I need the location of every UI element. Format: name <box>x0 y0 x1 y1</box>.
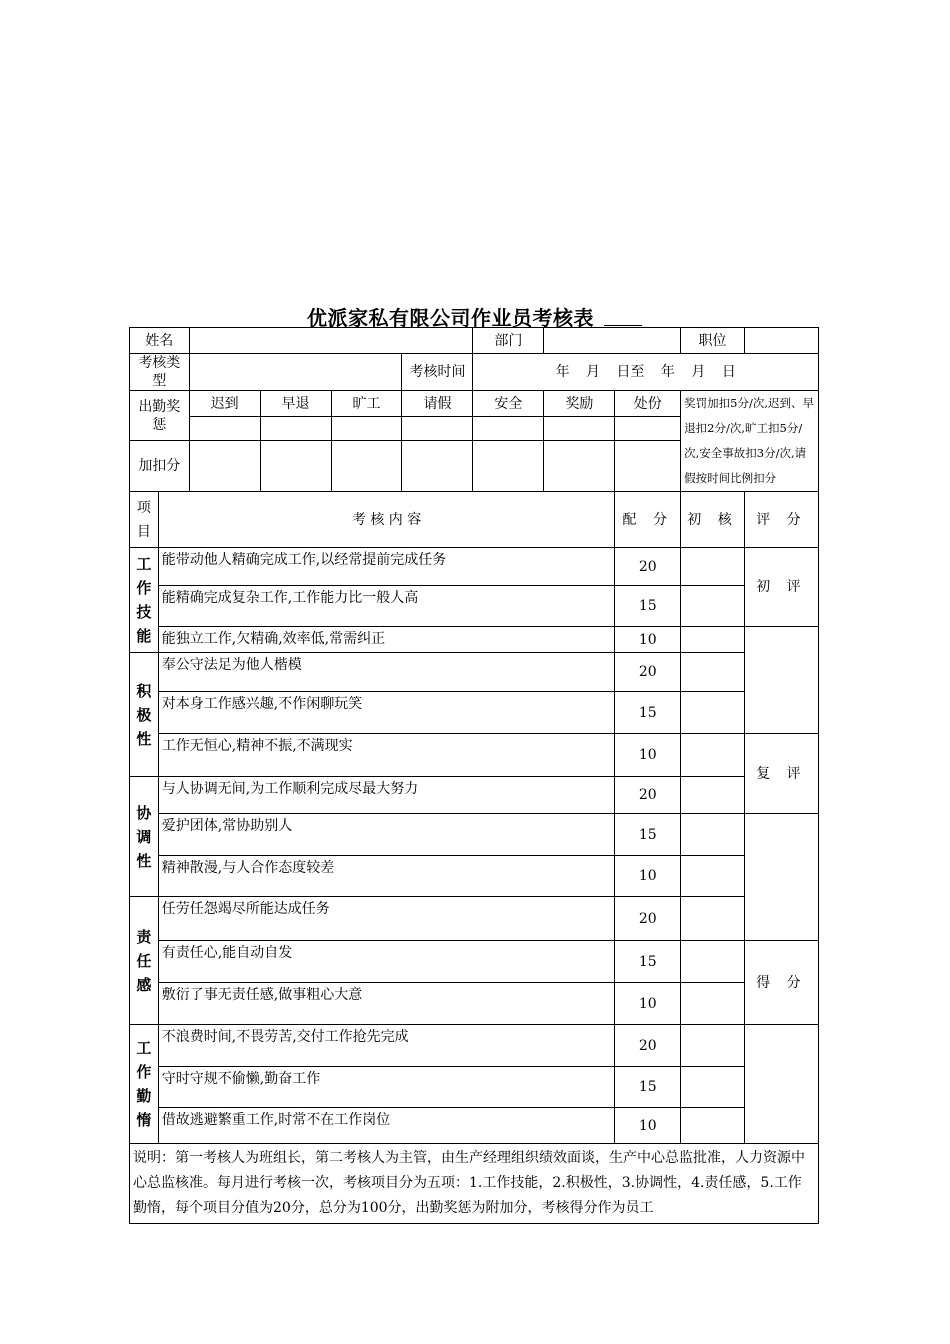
criterion-score: 15 <box>615 586 681 627</box>
first-eval-label: 初 评 <box>744 548 818 627</box>
attendance-col-leave: 请假 <box>402 391 473 417</box>
criterion-score: 15 <box>615 814 681 856</box>
name-label: 姓名 <box>130 328 190 354</box>
head-score: 配 分 <box>615 492 681 548</box>
criterion-score: 20 <box>615 897 681 941</box>
criterion-score: 10 <box>615 983 681 1025</box>
criterion-text: 借故逃避繁重工作,时常不在工作岗位 <box>158 1108 615 1144</box>
time-value[interactable]: 年 月 日至 年 月 日 <box>473 354 819 391</box>
attendance-rule: 奖罚加扣5分/次,迟到、早退扣2分/次,旷工扣5分/次,安全事故扣3分/次,请假按时间比例扣分 <box>681 391 819 492</box>
first-review-cell[interactable] <box>681 548 745 586</box>
attendance-label: 出勤奖惩 <box>130 391 190 441</box>
first-review-cell[interactable] <box>681 1067 745 1108</box>
criterion-text: 能带动他人精确完成工作,以经常提前完成任务 <box>158 548 615 586</box>
page-title: 优派家私有限公司作业员考核表 <box>307 306 594 330</box>
head-content: 考 核 内 容 <box>158 492 615 548</box>
criterion-text: 与人协调无间,为工作顺利完成尽最大努力 <box>158 777 615 814</box>
criterion-score: 10 <box>615 1108 681 1144</box>
attendance-cell[interactable] <box>402 417 473 441</box>
criterion-text: 敷衍了事无责任感,做事粗心大意 <box>158 983 615 1025</box>
type-field[interactable] <box>189 354 402 391</box>
first-eval-score-cell[interactable] <box>744 627 818 734</box>
attendance-col-reward: 奖励 <box>544 391 615 417</box>
title-underline <box>604 325 642 326</box>
first-review-cell[interactable] <box>681 653 745 692</box>
note-text: 说明：第一考核人为班组长，第二考核人为主管，由生产经理组织绩效面谈，生产中心总监批准，人力资源中心总监核准。每月进行考核一次，考核项目分为五项：1.工作技能，2.积极性，3.协调性，4.责任感，5.工作勤惰，每个项目分值为20分，总分为100分，出勤奖惩为附加分，考核得分作为员工 <box>130 1144 819 1224</box>
bonus-cell[interactable] <box>189 441 260 492</box>
criterion-text: 对本身工作感兴趣,不作闲聊玩笑 <box>158 692 615 734</box>
criterion-score: 10 <box>615 627 681 653</box>
criterion-text: 能精确完成复杂工作,工作能力比一般人高 <box>158 586 615 627</box>
criterion-score: 20 <box>615 777 681 814</box>
criterion-text: 有责任心,能自动自发 <box>158 941 615 983</box>
criterion-score: 10 <box>615 734 681 777</box>
bonus-cell[interactable] <box>615 441 681 492</box>
bonus-label: 加扣分 <box>130 441 190 492</box>
attendance-cell[interactable] <box>260 417 331 441</box>
criterion-score: 20 <box>615 548 681 586</box>
criterion-score: 20 <box>615 653 681 692</box>
section-name-skill: 工 作 技 能 <box>130 548 159 653</box>
criterion-text: 奉公守法足为他人楷模 <box>158 653 615 692</box>
criterion-text: 精神散漫,与人合作态度较差 <box>158 856 615 897</box>
type-label: 考核类型 <box>130 354 190 391</box>
dept-field[interactable] <box>544 328 681 354</box>
head-item: 项目 <box>130 492 159 548</box>
attendance-col-safety: 安全 <box>473 391 544 417</box>
first-review-cell[interactable] <box>681 941 745 983</box>
attendance-col-penalty: 处份 <box>615 391 681 417</box>
first-review-cell[interactable] <box>681 983 745 1025</box>
re-eval-label: 复 评 <box>744 734 818 814</box>
dept-label: 部门 <box>473 328 544 354</box>
attendance-cell[interactable] <box>615 417 681 441</box>
bonus-cell[interactable] <box>260 441 331 492</box>
criterion-text: 任劳任怨竭尽所能达成任务 <box>158 897 615 941</box>
first-review-cell[interactable] <box>681 897 745 941</box>
bonus-cell[interactable] <box>544 441 615 492</box>
criterion-text: 工作无恒心,精神不振,不满现实 <box>158 734 615 777</box>
criterion-score: 10 <box>615 856 681 897</box>
first-review-cell[interactable] <box>681 734 745 777</box>
appraisal-table <box>129 327 819 1224</box>
attendance-cell[interactable] <box>189 417 260 441</box>
criterion-score: 15 <box>615 692 681 734</box>
final-score-cell[interactable] <box>744 1025 818 1144</box>
first-review-cell[interactable] <box>681 777 745 814</box>
criterion-text: 能独立工作,欠精确,效率低,常需纠正 <box>158 627 615 653</box>
first-review-cell[interactable] <box>681 1108 745 1144</box>
attendance-col-absent: 旷工 <box>331 391 402 417</box>
criterion-score: 15 <box>615 941 681 983</box>
attendance-col-late: 迟到 <box>189 391 260 417</box>
bonus-cell[interactable] <box>473 441 544 492</box>
bonus-cell[interactable] <box>331 441 402 492</box>
criterion-text: 不浪费时间,不畏劳苦,交付工作抢先完成 <box>158 1025 615 1067</box>
bonus-cell[interactable] <box>402 441 473 492</box>
position-field[interactable] <box>744 328 818 354</box>
final-score-label: 得 分 <box>744 941 818 1025</box>
attendance-cell[interactable] <box>473 417 544 441</box>
section-name-initiative: 积 极 性 <box>130 653 159 777</box>
head-first: 初 核 <box>681 492 745 548</box>
name-field[interactable] <box>189 328 473 354</box>
position-label: 职位 <box>681 328 745 354</box>
first-review-cell[interactable] <box>681 586 745 627</box>
first-review-cell[interactable] <box>681 1025 745 1067</box>
criterion-score: 20 <box>615 1025 681 1067</box>
criterion-score: 15 <box>615 1067 681 1108</box>
re-eval-score-cell[interactable] <box>744 814 818 941</box>
time-label: 考核时间 <box>402 354 473 391</box>
first-review-cell[interactable] <box>681 627 745 653</box>
first-review-cell[interactable] <box>681 814 745 856</box>
criterion-text: 守时守规不偷懒,勤奋工作 <box>158 1067 615 1108</box>
first-review-cell[interactable] <box>681 692 745 734</box>
section-name-responsibility: 责 任 感 <box>130 897 159 1025</box>
section-name-coordination: 协 调 性 <box>130 777 159 897</box>
attendance-cell[interactable] <box>331 417 402 441</box>
section-name-diligence: 工 作 勤 惰 <box>130 1025 159 1144</box>
head-rating: 评 分 <box>744 492 818 548</box>
attendance-cell[interactable] <box>544 417 615 441</box>
first-review-cell[interactable] <box>681 856 745 897</box>
criterion-text: 爱护团体,常协助别人 <box>158 814 615 856</box>
attendance-col-early: 早退 <box>260 391 331 417</box>
